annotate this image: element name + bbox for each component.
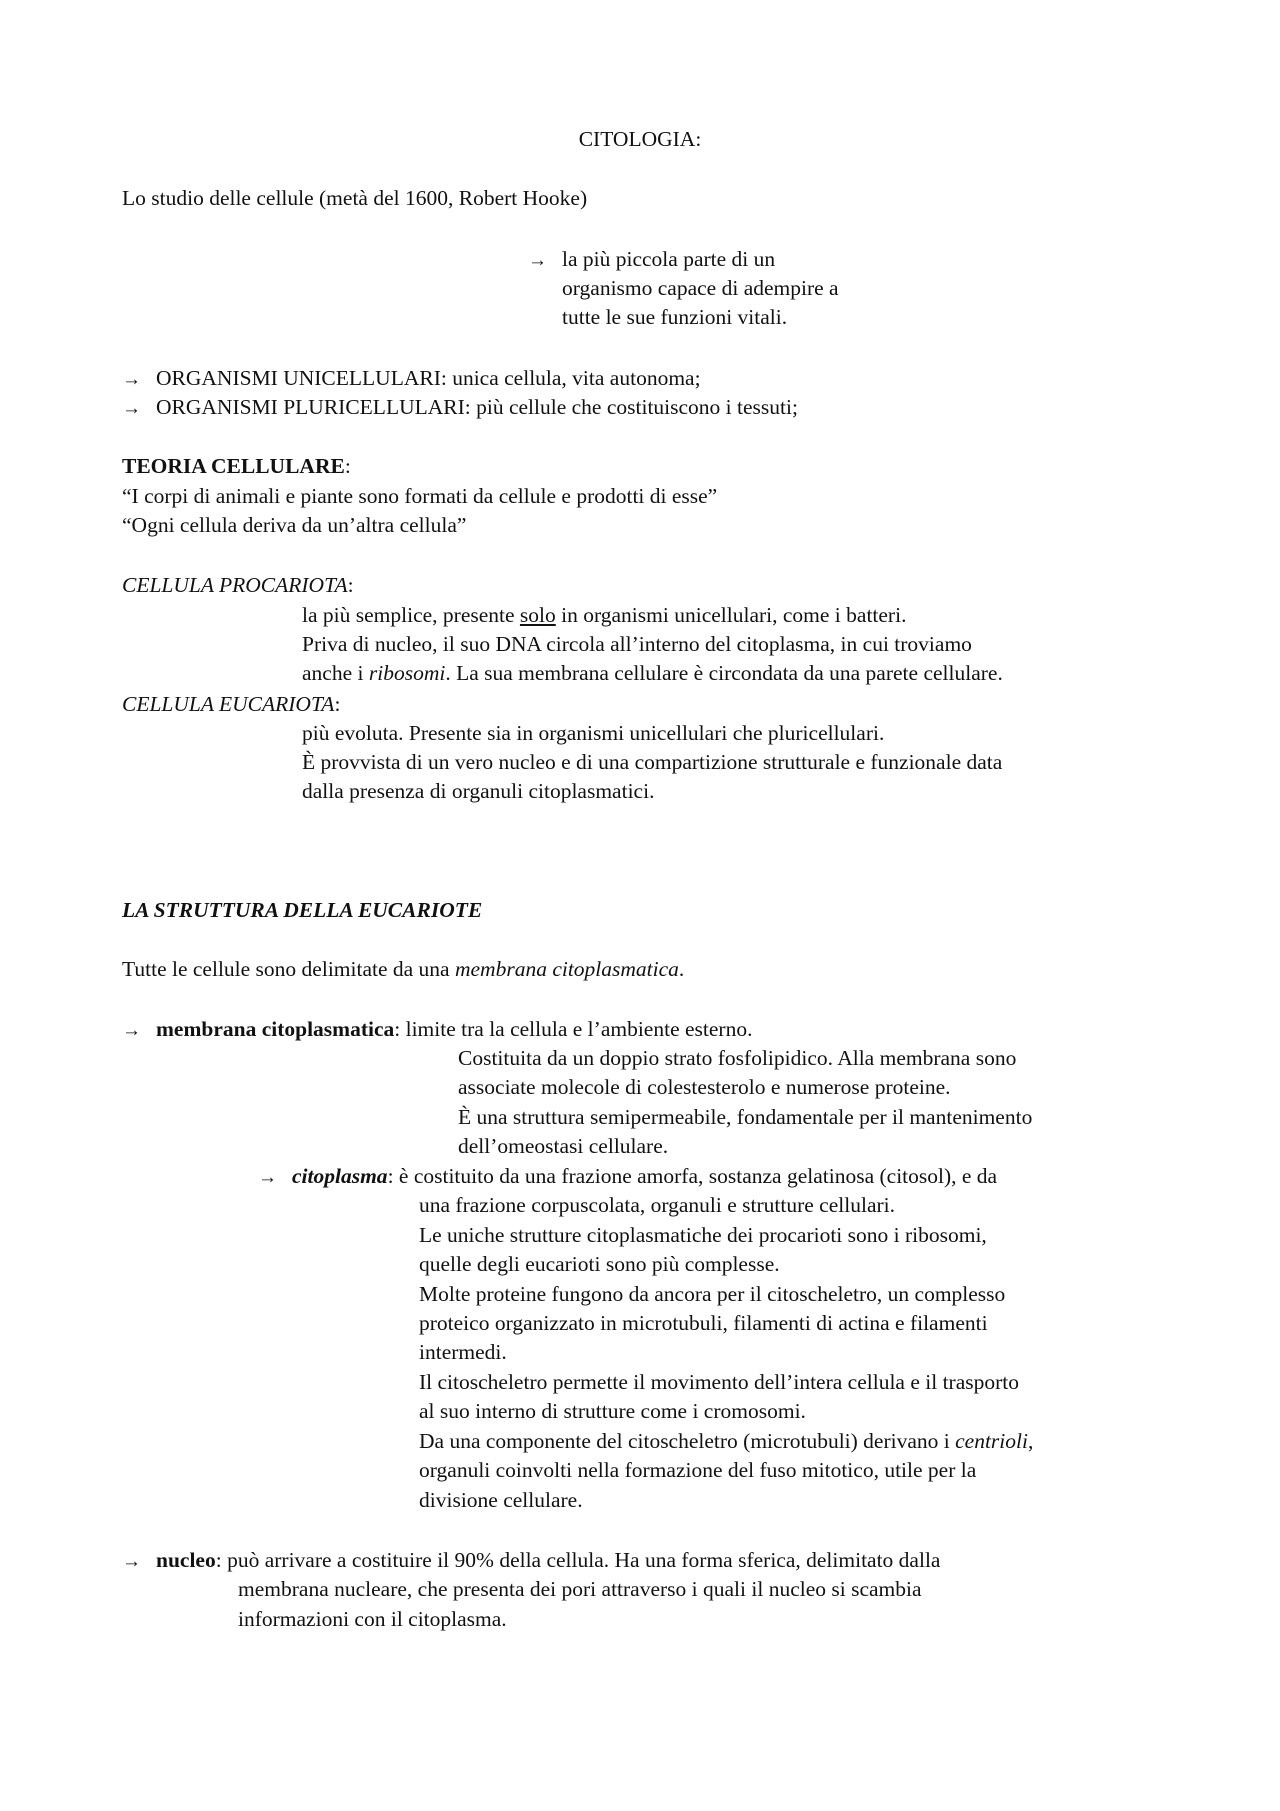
citoplasma-line-12: divisione cellulare. — [419, 1488, 583, 1512]
definition-line-2: organismo capace di adempire a — [562, 276, 839, 300]
nucleo-line-3: informazioni con il citoplasma. — [238, 1607, 507, 1631]
citoplasma-line-9: al suo interno di strutture come i cromosomi. — [419, 1399, 806, 1423]
procariota-heading: CELLULA PROCARIOTA: — [122, 573, 354, 597]
nucleo-line-1: → nucleo: può arrivare a costituire il 90% della cellula. Ha una forma sferica, delimitato dalla — [122, 1546, 940, 1576]
procariota-line-3: anche i ribosomi. La sua membrana cellulare è circondata da una parete cellulare. — [302, 661, 1003, 685]
arrow-icon: → — [122, 398, 141, 419]
citoplasma-line-8: Il citoscheletro permette il movimento dell’intera cellula e il trasporto — [419, 1370, 1019, 1394]
teoria-heading: TEORIA CELLULARE: — [122, 454, 351, 478]
arrow-icon: → — [122, 369, 141, 390]
definition-line-3: tutte le sue funzioni vitali. — [562, 305, 788, 329]
teoria-quote-2: “Ogni cellula deriva da un’altra cellula” — [122, 513, 467, 537]
citoplasma-line-10: Da una componente del citoscheletro (microtubuli) derivano i centrioli, — [419, 1429, 1034, 1453]
eucariota-line-2: È provvista di un vero nucleo e di una compartizione strutturale e funzionale data — [302, 750, 1003, 774]
citoplasma-line-2: una frazione corpuscolata, organuli e strutture cellulari. — [419, 1193, 895, 1217]
nucleo-line-2: membrana nucleare, che presenta dei pori attraverso i quali il nucleo si scambia — [238, 1577, 922, 1601]
citoplasma-line-5: Molte proteine fungono da ancora per il citoscheletro, un complesso — [419, 1282, 1006, 1306]
procariota-line-1: la più semplice, presente solo in organismi unicellulari, come i batteri. — [302, 603, 907, 627]
struttura-intro: Tutte le cellule sono delimitate da una membrana citoplasmatica. — [122, 957, 685, 981]
membrana-line-3: associate molecole di colestesterolo e numerose proteine. — [458, 1075, 951, 1099]
citoplasma-line-3: Le uniche strutture citoplasmatiche dei procarioti sono i ribosomi, — [419, 1223, 987, 1247]
arrow-icon: → — [258, 1167, 277, 1188]
definition-line-1: → la più piccola parte di un — [528, 245, 775, 275]
eucariota-line-3: dalla presenza di organuli citoplasmatici. — [302, 779, 655, 803]
organismi-unicellulari: → ORGANISMI UNICELLULARI: unica cellula, vita autonoma; — [122, 364, 701, 394]
eucariota-line-1: più evoluta. Presente sia in organismi unicellulari che pluricellulari. — [302, 721, 885, 745]
teoria-quote-1: “I corpi di animali e piante sono formati da cellule e prodotti di esse” — [122, 484, 718, 508]
intro-line: Lo studio delle cellule (metà del 1600, Robert Hooke) — [122, 186, 588, 210]
citoplasma-line-1: → citoplasma: è costituito da una frazione amorfa, sostanza gelatinosa (citosol), e da — [258, 1162, 997, 1192]
citoplasma-line-11: organuli coinvolti nella formazione del fuso mitotico, utile per la — [419, 1458, 977, 1482]
page-title: CITOLOGIA: — [578, 127, 702, 151]
citoplasma-line-4: quelle degli eucarioti sono più complesse. — [419, 1252, 780, 1276]
arrow-icon: → — [528, 250, 547, 271]
citoplasma-line-7: intermedi. — [419, 1340, 507, 1364]
struttura-heading: LA STRUTTURA DELLA EUCARIOTE — [122, 898, 483, 922]
citoplasma-line-6: proteico organizzato in microtubuli, filamenti di actina e filamenti — [419, 1311, 988, 1335]
membrana-line-1: → membrana citoplasmatica: limite tra la cellula e l’ambiente esterno. — [122, 1015, 752, 1045]
arrow-icon: → — [122, 1551, 141, 1572]
arrow-icon: → — [122, 1020, 141, 1041]
organismi-pluricellulari: → ORGANISMI PLURICELLULARI: più cellule che costituiscono i tessuti; — [122, 393, 798, 423]
eucariota-heading: CELLULA EUCARIOTA: — [122, 692, 341, 716]
membrana-line-2: Costituita da un doppio strato fosfolipidico. Alla membrana sono — [458, 1046, 1017, 1070]
membrana-line-5: dell’omeostasi cellulare. — [458, 1134, 669, 1158]
procariota-line-2: Priva di nucleo, il suo DNA circola all’interno del citoplasma, in cui troviamo — [302, 632, 972, 656]
membrana-line-4: È una struttura semipermeabile, fondamentale per il mantenimento — [458, 1105, 1033, 1129]
